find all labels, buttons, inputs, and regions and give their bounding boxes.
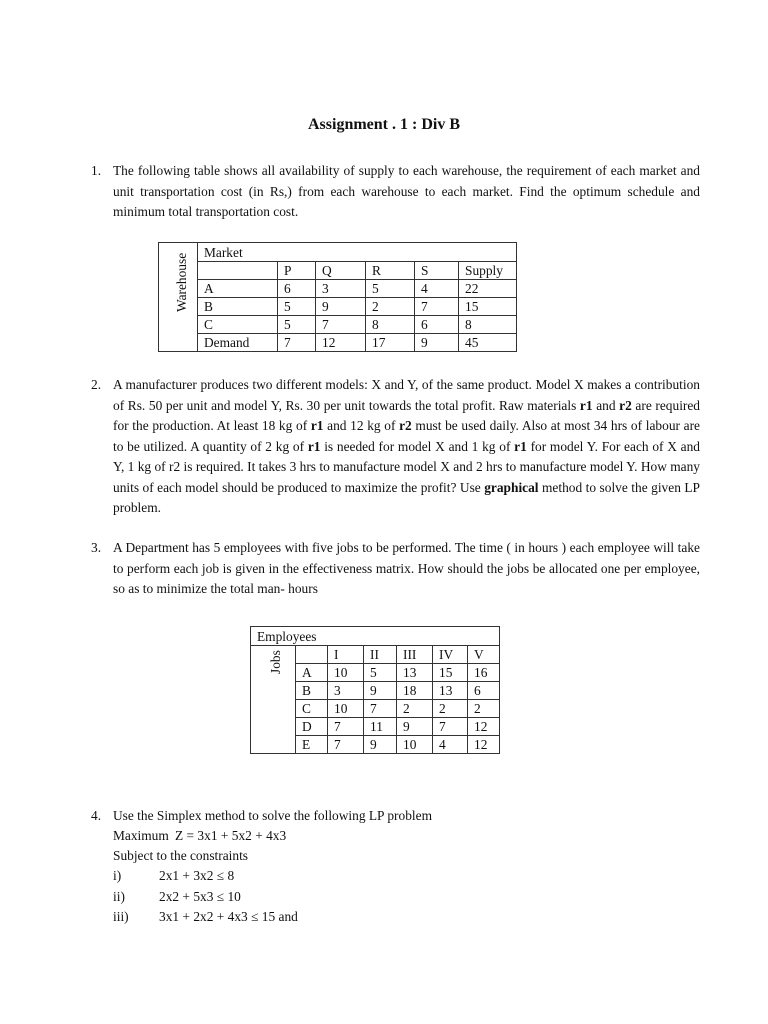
table-row [159, 243, 517, 262]
header-cell: IV [433, 646, 468, 664]
table-cell: 5 [364, 664, 397, 682]
question-2 [91, 375, 700, 519]
jobs-label: Jobs [268, 650, 283, 674]
table-cell: 12 [468, 718, 500, 736]
table-cell: 13 [397, 664, 433, 682]
transportation-table [158, 242, 517, 352]
table-cell: 9 [364, 682, 397, 700]
table-cell: 45 [459, 334, 517, 352]
header-cell: V [468, 646, 500, 664]
header-cell: I [328, 646, 364, 664]
header-cell: Q [316, 262, 366, 280]
row-label: D [296, 718, 328, 736]
row-label: C [296, 700, 328, 718]
table-cell: 7 [433, 718, 468, 736]
table-cell: 11 [364, 718, 397, 736]
table-cell: 8 [459, 316, 517, 334]
table-cell: 17 [366, 334, 415, 352]
table-cell: 3 [328, 682, 364, 700]
header-cell: II [364, 646, 397, 664]
table-cell: 10 [328, 664, 364, 682]
table-cell: 9 [397, 718, 433, 736]
table-row [159, 316, 517, 334]
question-text: A Department has 5 employees with five jobs to be performed. The time ( in hours ) each employee will take to perform each job is given in the effectiveness matrix. How should the jobs be allocated one per employee, so as to minimize the total man- hours [113, 540, 700, 596]
table-cell: 5 [366, 280, 415, 298]
table-cell: 3 [316, 280, 366, 298]
row-label: A [296, 664, 328, 682]
table-cell: 5 [278, 298, 316, 316]
warehouse-label: Warehouse [174, 252, 189, 312]
table-cell: 7 [278, 334, 316, 352]
constraint-2: ii) 2x2 + 5x3 ≤ 10 [113, 889, 241, 904]
table-cell: 16 [468, 664, 500, 682]
constraint-1: i) 2x1 + 3x2 ≤ 8 [113, 868, 235, 883]
question-number: 1. [91, 163, 102, 178]
row-label: B [296, 682, 328, 700]
table-cell: 15 [459, 298, 517, 316]
table-cell: 2 [433, 700, 468, 718]
maximum-label: Maximum [113, 828, 169, 843]
table-cell: 7 [415, 298, 459, 316]
table-cell: 4 [433, 736, 468, 754]
assignment-table [250, 626, 500, 754]
question-1 [91, 161, 700, 223]
table-row [251, 646, 500, 664]
table-cell: 10 [397, 736, 433, 754]
row-label: Demand [198, 334, 278, 352]
question-text: The following table shows all availability of supply to each warehouse, the requirement of each market and unit transportation cost (in Rs,) from each warehouse to each market. Find the optimum schedule and minimum total transportation cost. [113, 163, 700, 219]
table-cell: 7 [328, 736, 364, 754]
row-label: A [198, 280, 278, 298]
table-cell: 9 [316, 298, 366, 316]
question-number: 3. [91, 540, 102, 555]
question-number: 2. [91, 377, 102, 392]
row-label: C [198, 316, 278, 334]
question-4 [91, 806, 700, 827]
subject-line: Subject to the constraints [113, 848, 248, 863]
row-label: E [296, 736, 328, 754]
table-cell: 7 [328, 718, 364, 736]
table-cell: 13 [433, 682, 468, 700]
table-row [159, 298, 517, 316]
table-cell: 9 [415, 334, 459, 352]
table-cell: 4 [415, 280, 459, 298]
question-3 [91, 538, 700, 600]
market-label: Market [198, 243, 517, 262]
header-cell: R [366, 262, 415, 280]
table-cell: 8 [366, 316, 415, 334]
table-cell: 9 [364, 736, 397, 754]
table-cell: 7 [316, 316, 366, 334]
table-cell: 7 [364, 700, 397, 718]
table-cell: 6 [278, 280, 316, 298]
table-row [159, 262, 517, 280]
table-cell: 5 [278, 316, 316, 334]
table-cell: 10 [328, 700, 364, 718]
table-cell: 2 [397, 700, 433, 718]
table-cell: 2 [366, 298, 415, 316]
table-row [251, 627, 500, 646]
header-cell: Supply [459, 262, 517, 280]
employees-label: Employees [251, 627, 500, 646]
question-text: A manufacturer produces two different models: X and Y, of the same product. Model X makes a contribution of Rs. 50 per unit and model Y, Rs. 30 per unit towards the total profit. Raw materials r1 and r2 are required for the production. At least 18 kg of r1 and 12 kg of r2 must be used daily. Also at most 34 hrs of labour are to be utilized. A quantity of 2 kg of r1 is needed for model X and 1 kg of r1 for model Y. For each of X and Y, 1 kg of r2 is required. It takes 3 hrs to manufacture model X and 2 hrs to manufacture model Y. How many units of each model should be produced to maximize the profit? Use graphical method to solve the given LP problem. [113, 377, 701, 515]
objective-function: Z = 3x1 + 5x2 + 4x3 [175, 828, 287, 843]
table-row [159, 334, 517, 352]
table-cell: 22 [459, 280, 517, 298]
table-cell: 15 [433, 664, 468, 682]
table-row [159, 280, 517, 298]
table-cell: 12 [316, 334, 366, 352]
constraint-3: iii) 3x1 + 2x2 + 4x3 ≤ 15 and [113, 909, 298, 924]
table-cell: 6 [415, 316, 459, 334]
objective-line [113, 826, 286, 847]
table-cell: 2 [468, 700, 500, 718]
table-cell: 18 [397, 682, 433, 700]
question-number: 4. [91, 808, 102, 823]
header-cell: III [397, 646, 433, 664]
header-cell: P [278, 262, 316, 280]
table-cell: 12 [468, 736, 500, 754]
table-cell: 6 [468, 682, 500, 700]
header-cell: S [415, 262, 459, 280]
row-label: B [198, 298, 278, 316]
page-title: Assignment . 1 : Div B [307, 116, 460, 133]
question-text: Use the Simplex method to solve the following LP problem [113, 808, 432, 823]
